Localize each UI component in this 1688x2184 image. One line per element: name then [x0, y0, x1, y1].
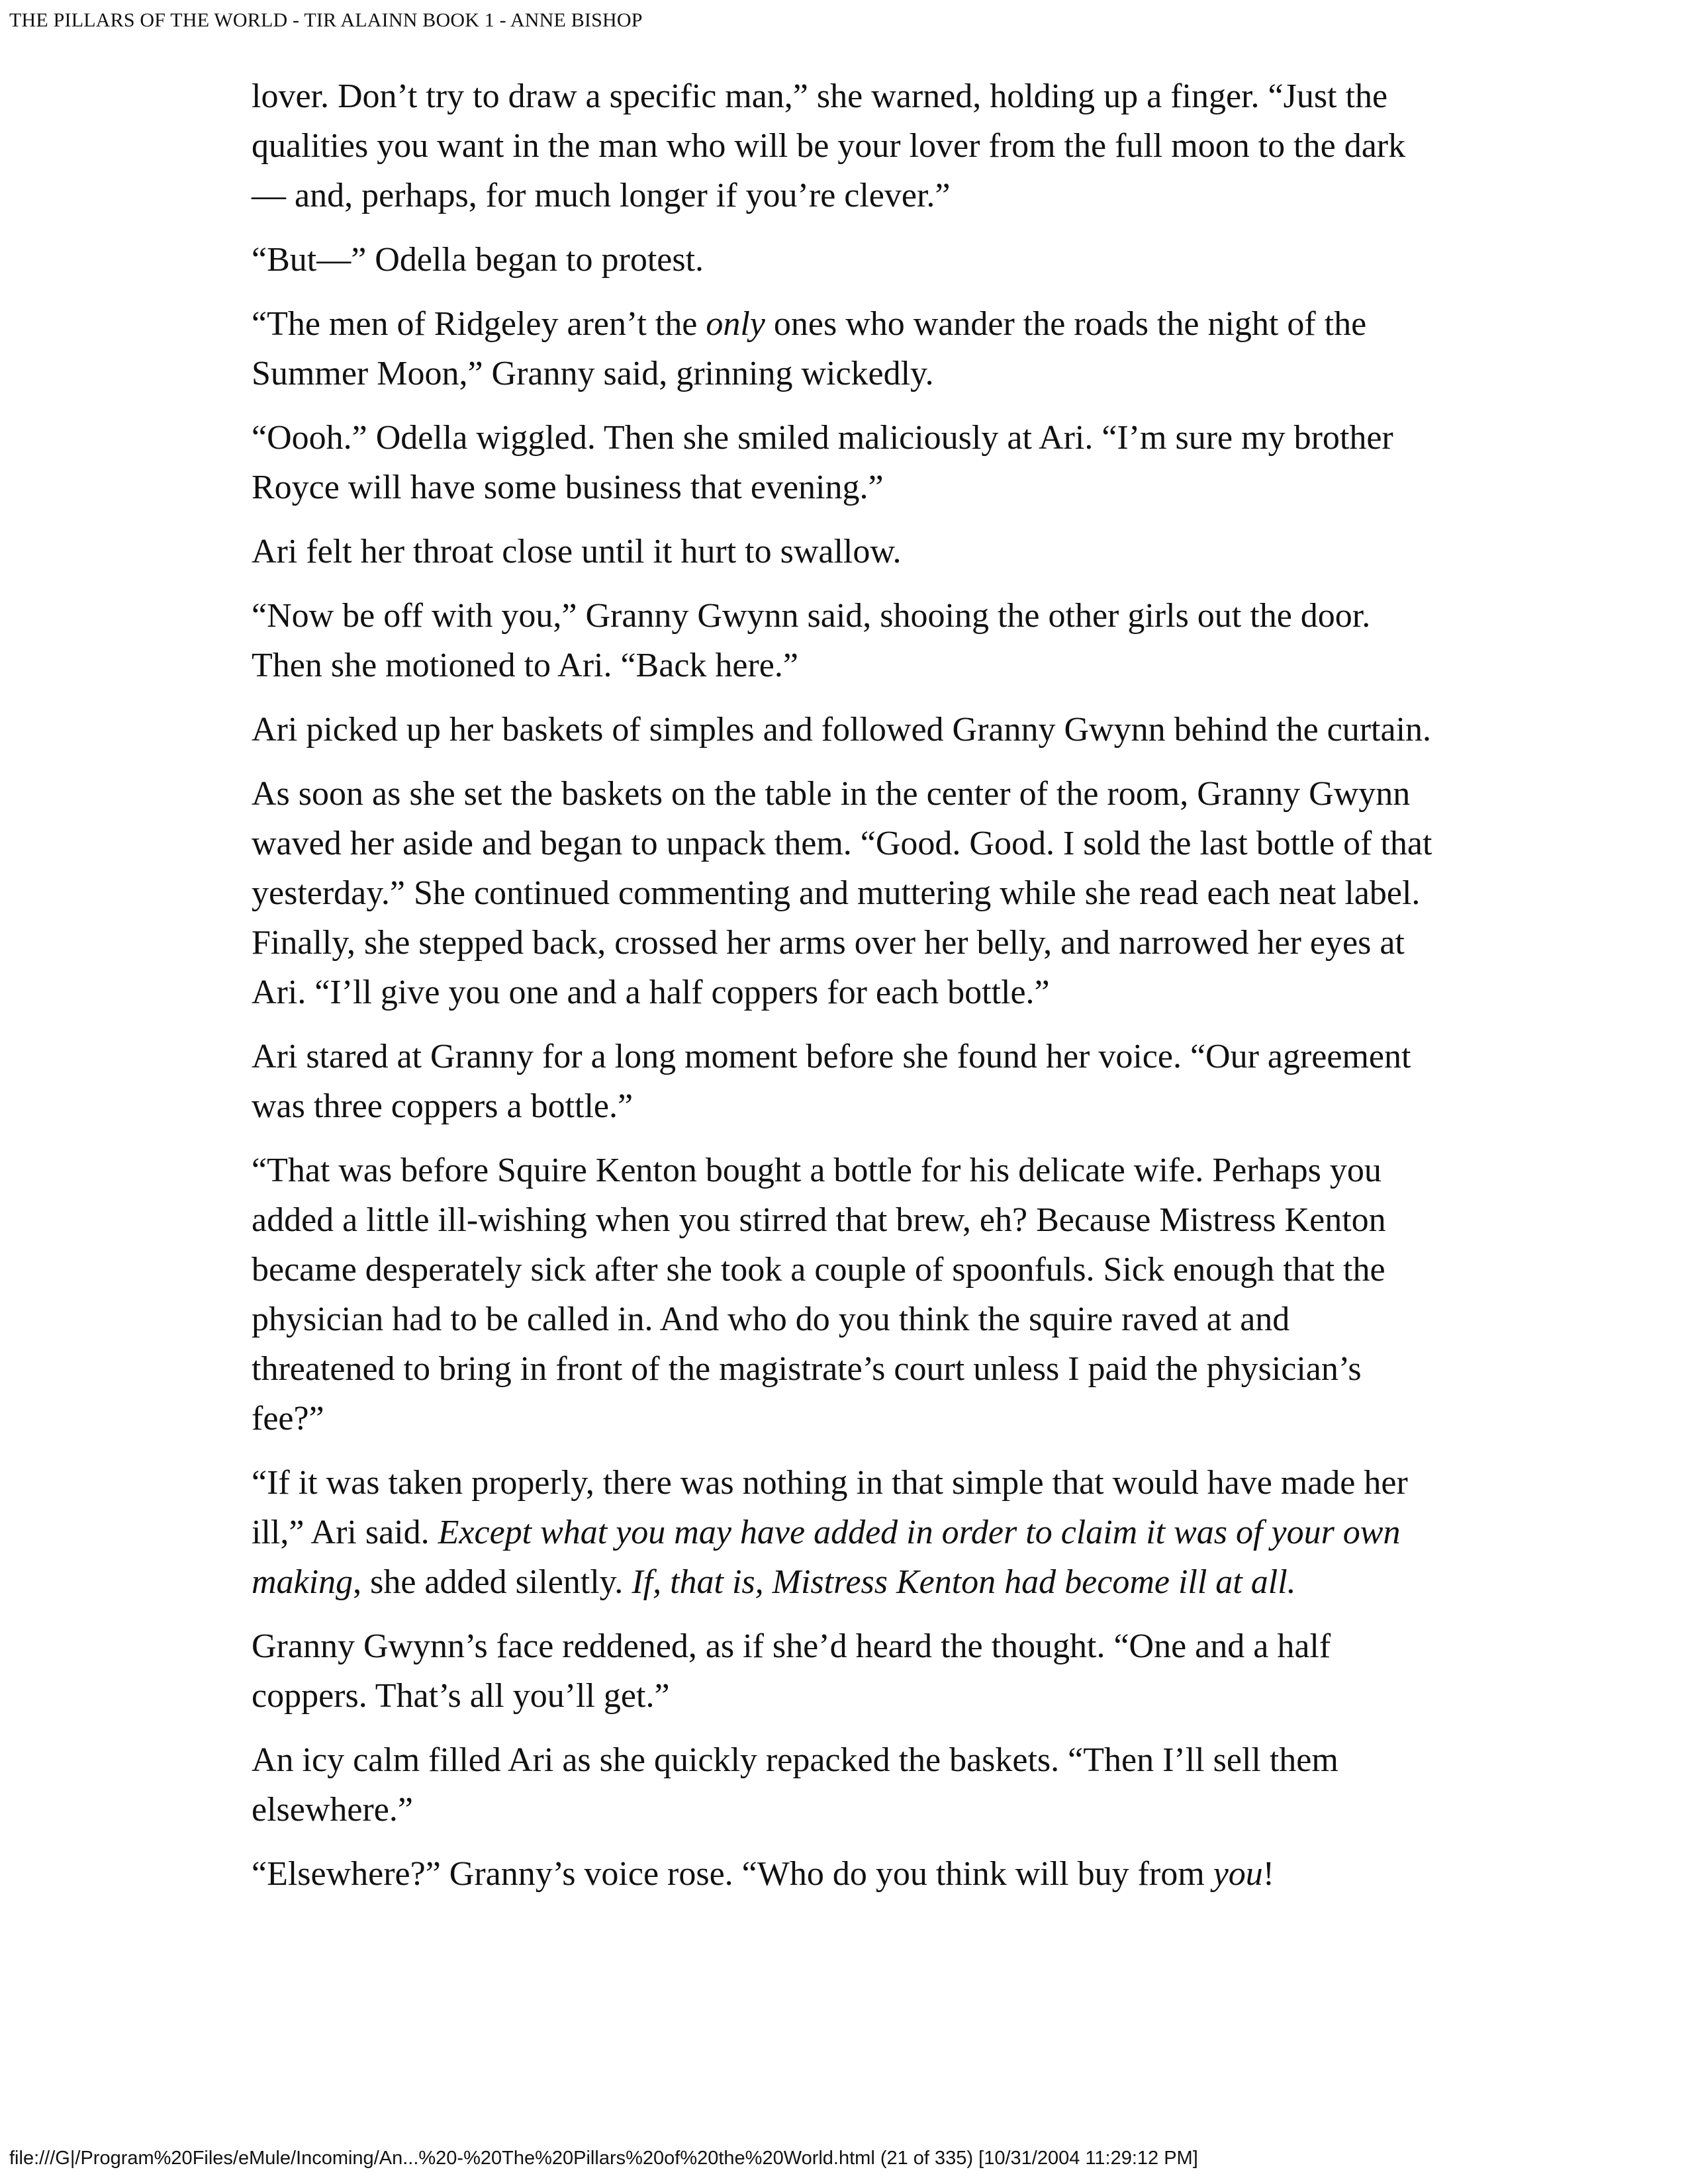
paragraph: Granny Gwynn’s face reddened, as if she’d heard the thought. “One and a half coppers. That’s all you’ll get.”: [252, 1627, 1331, 1715]
text-run: , she added silently.: [353, 1563, 632, 1601]
text-run: “If it was taken properly, there was nothing in that simple that would have made her ill,” Ari said.: [252, 1464, 1408, 1551]
text-run: “Elsewhere?” Granny’s voice rose. “Who do you think will buy from: [252, 1855, 1213, 1893]
paragraph: “But—” Odella began to protest.: [252, 241, 704, 279]
text-run: “The men of Ridgeley aren’t the: [252, 305, 706, 343]
paragraph: “Oooh.” Odella wiggled. Then she smiled maliciously at Ari. “I’m sure my brother Royce will have some business that evening.”: [252, 419, 1393, 506]
paragraph: Ari felt her throat close until it hurt to swallow.: [252, 533, 902, 570]
paragraph: Ari picked up her baskets of simples and followed Granny Gwynn behind the curtain.: [252, 711, 1432, 749]
italic-text: only: [706, 305, 765, 343]
paragraph: [252, 299, 1436, 398]
text-run: !: [1262, 1855, 1275, 1893]
paragraph: As soon as she set the baskets on the table in the center of the room, Granny Gwynn waved her aside and began to unpack them. “Good. Good. I sold the last bottle of that yesterday.” She continued commenting and muttering while she read each neat label. Finally, she stepped back, crossed her arms over her belly, and narrowed her eyes at Ari. “I’ll give you one and a half coppers for each bottle.”: [252, 775, 1432, 1011]
italic-text: you: [1213, 1855, 1263, 1893]
paragraph: [252, 1849, 1436, 1899]
text-run: ones who wander the roads the night of the Summer Moon,” Granny said, grinning wickedly.: [252, 305, 1367, 392]
paragraph: An icy calm filled Ari as she quickly repacked the baskets. “Then I’ll sell them elsewhere.”: [252, 1741, 1338, 1829]
book-text: [252, 71, 1436, 1899]
paragraph: “That was before Squire Kenton bought a bottle for his delicate wife. Perhaps you added a little ill-wishing when you stirred that brew, eh? Because Mistress Kenton became desperately sick after she took a couple of spoonfuls. Sick enough that the physician had to be called in. And who do you think the squire raved at and threatened to bring in front of the magistrate’s court unless I paid the physician’s fee?”: [252, 1152, 1386, 1437]
paragraph: Ari stared at Granny for a long moment before she found her voice. “Our agreement was three coppers a bottle.”: [252, 1038, 1411, 1125]
italic-text: If, that is, Mistress Kenton had become ill at all.: [632, 1563, 1296, 1601]
page-footer-url: file:///G|/Program%20Files/eMule/Incoming/An...%20-%20The%20Pillars%20of%20the%20World.html (21 of 335) [10/31/2004 11:29:12 PM]: [9, 2148, 1198, 2169]
italic-text: Except what you may have added in order to claim it was of your own making: [252, 1514, 1401, 1601]
page-header: THE PILLARS OF THE WORLD - TIR ALAINN BOOK 1 - ANNE BISHOP: [9, 9, 643, 31]
paragraph: [252, 1458, 1436, 1607]
paragraph: lover. Don’t try to draw a specific man,” she warned, holding up a finger. “Just the qualities you want in the man who will be your lover from the full moon to the dark— and, perhaps, for much longer if you’re clever.”: [252, 77, 1406, 214]
paragraph: “Now be off with you,” Granny Gwynn said, shooing the other girls out the door. Then she motioned to Ari. “Back here.”: [252, 597, 1371, 684]
